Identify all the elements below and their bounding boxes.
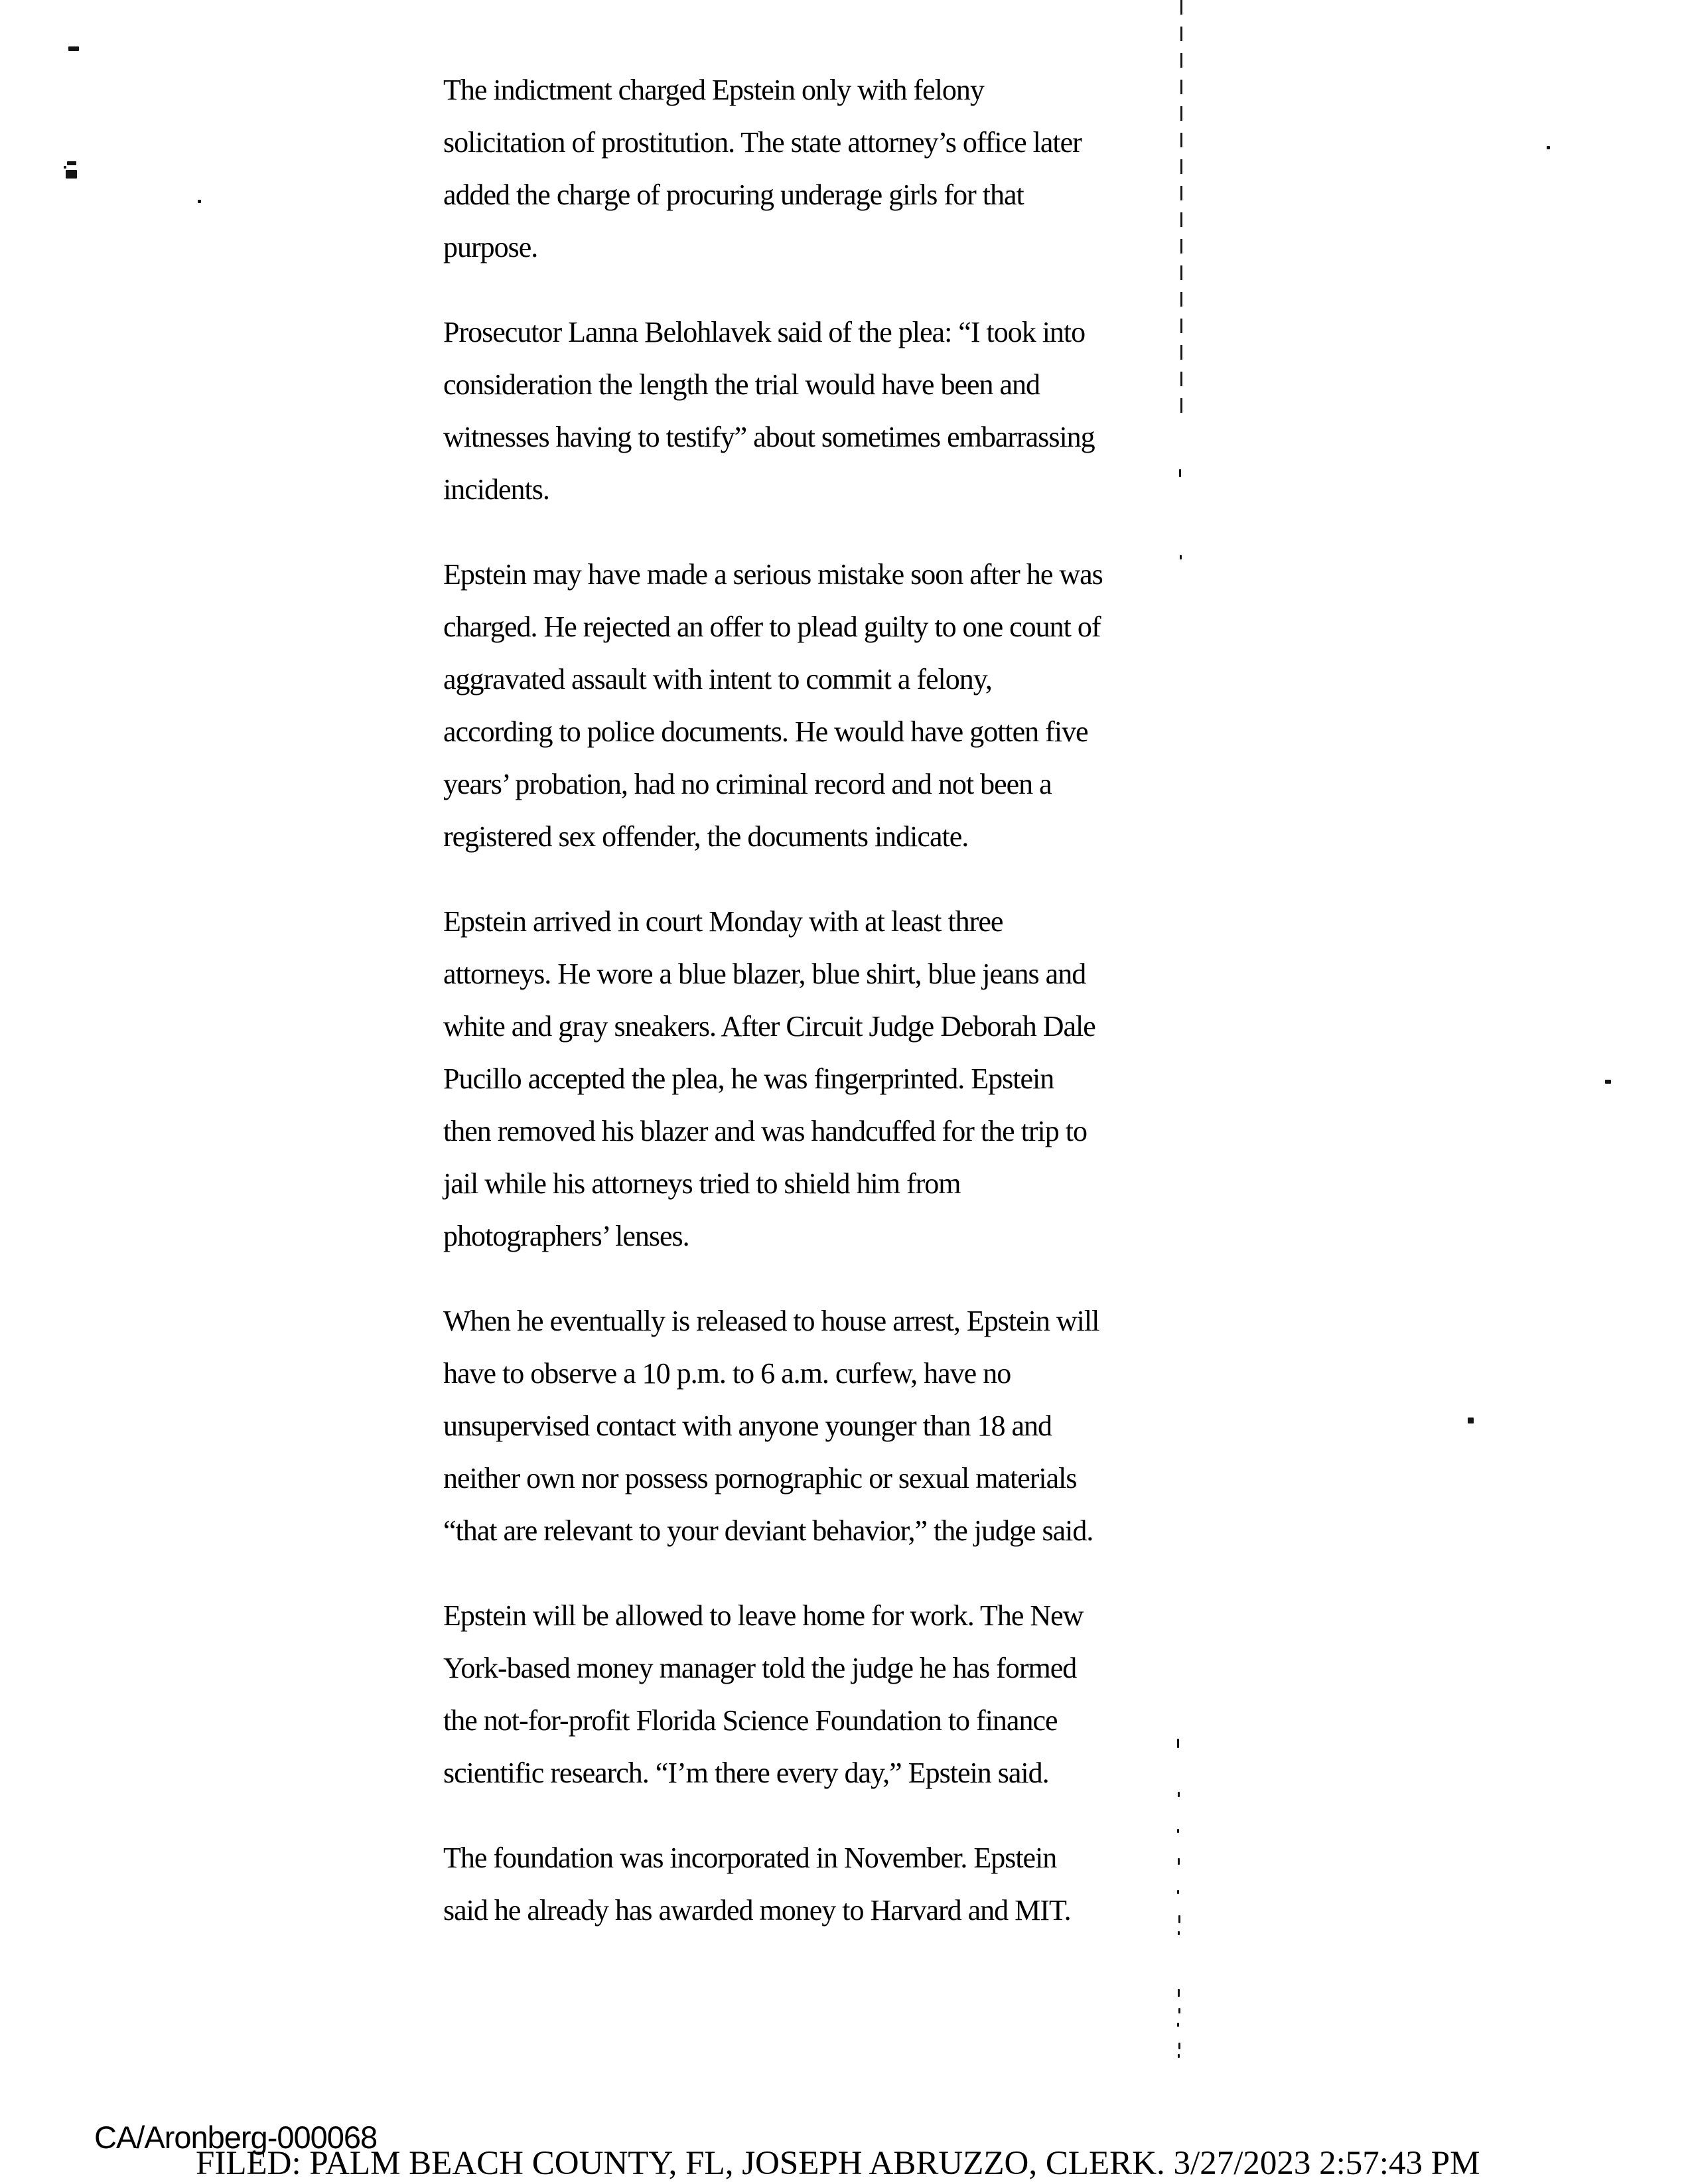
text-line: solicitation of prostitution. The state attorney’s office later [443,126,1082,159]
text-line: white and gray sneakers. After Circuit Judge Deborah Dale [443,1010,1095,1043]
text-line: Epstein arrived in court Monday with at least three [443,905,1003,938]
scan-artifact-speck [1178,1989,1180,1997]
text-line: incidents. [443,473,549,506]
text-line: jail while his attorneys tried to shield him from [443,1167,961,1200]
text-line: Pucillo accepted the plea, he was fingerprinted. Epstein [443,1062,1054,1095]
scan-artifact-speck [1605,1080,1611,1084]
scan-artifact-speck [1178,1858,1180,1865]
scan-artifact-speck [67,161,76,165]
scan-artifact-speck [1177,1829,1179,1833]
paragraph [443,1295,1273,1557]
text-line: said he already has awarded money to Harvard and MIT. [443,1894,1071,1927]
filed-stamp: FILED: PALM BEACH COUNTY, FL, JOSEPH ABRUZZO, CLERK. 3/27/2023 2:57:43 PM [196,2145,1480,2182]
text-line: scientific research. “I’m there every day,” Epstein said. [443,1757,1049,1789]
text-line: unsupervised contact with anyone younger than 18 and [443,1410,1052,1442]
text-line: The indictment charged Epstein only with felony [443,74,984,106]
scan-artifact-speck [1468,1418,1474,1423]
text-line: purpose. [443,231,538,263]
paragraph [443,1832,1273,1936]
scan-artifact-speck [1178,2054,1180,2058]
text-line: “that are relevant to your deviant behavior,” the judge said. [443,1514,1093,1547]
article-text [443,64,1273,1969]
text-line: When he eventually is released to house arrest, Epstein will [443,1305,1099,1337]
text-line: Prosecutor Lanna Belohlavek said of the plea: “I took into [443,316,1086,348]
text-line: consideration the length the trial would have been and [443,368,1040,401]
text-line: charged. He rejected an offer to plead guilty to one count of [443,611,1101,643]
paragraph [443,548,1273,863]
text-line: then removed his blazer and was handcuffed for the trip to [443,1115,1087,1147]
text-line: added the charge of procuring underage girls for that [443,179,1024,211]
text-line: Epstein will be allowed to leave home for work. The New [443,1599,1084,1632]
scan-artifact-speck [1178,1792,1180,1797]
bates-number: CA/Aronberg-000068 [94,2120,378,2155]
text-line: Epstein may have made a serious mistake soon after he was [443,558,1103,591]
text-line: photographers’ lenses. [443,1220,689,1252]
scan-artifact-speck [64,166,66,169]
scan-artifact-speck [198,200,201,203]
text-line: York-based money manager told the judge he has formed [443,1652,1077,1684]
text-line: attorneys. He wore a blue blazer, blue shirt, blue jeans and [443,958,1086,990]
scan-artifact-speck [1178,1915,1180,1923]
text-line: neither own nor possess pornographic or sexual materials [443,1462,1077,1494]
scan-artifact-speck [1179,469,1181,477]
text-line: aggravated assault with intent to commit a felony, [443,663,992,695]
paragraph [443,64,1273,273]
paragraph [443,1589,1273,1799]
scan-artifact-speck [66,170,77,179]
scan-artifact-speck [1177,1890,1179,1894]
text-line: witnesses having to testify” about sometimes embarrassing [443,421,1095,453]
scan-artifact-speck [1178,1931,1180,1935]
scan-artifact-speck [1547,146,1550,149]
text-line: years’ probation, had no criminal record and not been a [443,768,1052,800]
text-line: have to observe a 10 p.m. to 6 a.m. curfew, have no [443,1357,1011,1390]
scan-artifact-speck [1178,2043,1180,2049]
paragraph [443,895,1273,1262]
scan-artifact-speck [1177,1739,1179,1748]
scan-artifact-speck [1178,2008,1180,2013]
text-line: according to police documents. He would have gotten five [443,715,1088,748]
text-line: registered sex offender, the documents indicate. [443,820,969,853]
text-line: the not-for-profit Florida Science Foundation to finance [443,1704,1058,1737]
paragraph [443,306,1273,516]
text-line: The foundation was incorporated in November. Epstein [443,1842,1057,1874]
scan-artifact-speck [1180,555,1182,559]
scan-artifact-speck [1177,2023,1179,2027]
scan-artifact-speck [68,46,79,51]
